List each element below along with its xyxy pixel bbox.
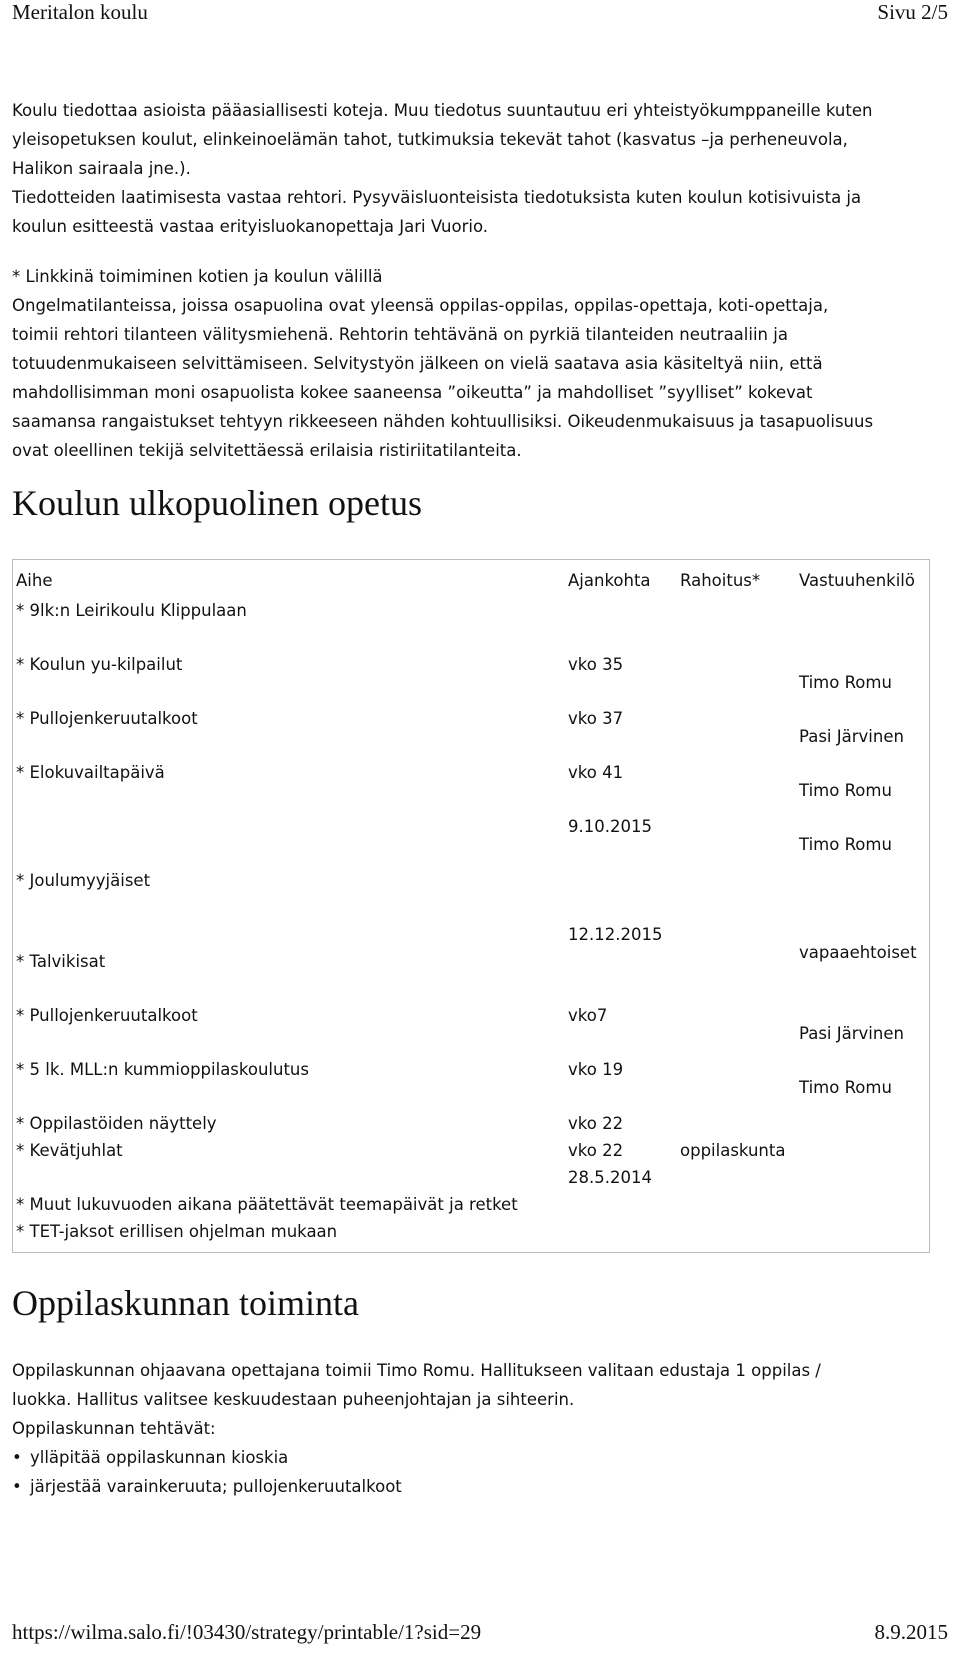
table-cell-ajankohta: vko7 [568, 1006, 608, 1025]
section-heading-outside-teaching: Koulun ulkopuolinen opetus [12, 483, 422, 523]
intro-line: Halikon sairaala jne.). [12, 159, 191, 178]
table-cell-aihe: * Koulun yu-kilpailut [16, 655, 183, 674]
column-header-ajankohta: Ajankohta [568, 571, 651, 590]
table-cell-ajankohta: vko 22 [568, 1114, 624, 1133]
table-cell-vastuu: Timo Romu [799, 781, 892, 800]
council-paragraph [12, 1356, 952, 1443]
intro-line: Tiedotteiden laatimisesta vastaa rehtori. Pysyväisluonteisista tiedotuksista kuten koulun kotisivuista ja [12, 188, 862, 207]
linking-line: totuudenmukaiseen selvittämiseen. Selvitystyön jälkeen on vielä saatava asia käsiteltyä niin, että [12, 354, 823, 373]
intro-line: Koulu tiedottaa asioista pääasiallisesti koteja. Muu tiedotus suuntautuu eri yhteistyökumppaneille kuten [12, 101, 873, 120]
linking-line: mahdollisimman moni osapuolista kokee saaneensa ”oikeutta” ja mahdolliset ”syylliset” kokevat [12, 383, 813, 402]
table-cell-aihe: * TET-jaksot erillisen ohjelman mukaan [16, 1222, 338, 1241]
table-cell-aihe: * Elokuvailtapäivä [16, 763, 165, 782]
linking-line: Ongelmatilanteissa, joissa osapuolina ovat yleensä oppilas-oppilas, oppilas-opettaja, koti-opettaja, [12, 296, 829, 315]
table-cell-aihe: * Pullojenkeruutalkoot [16, 709, 198, 728]
table-cell-ajankohta: vko 41 [568, 763, 624, 782]
linking-line: toimii rehtori tilanteen välitysmiehenä. Rehtorin tehtävänä on pyrkiä tilanteiden neutraaliin ja [12, 325, 788, 344]
activities-table [12, 559, 930, 1253]
table-cell-vastuu: Pasi Järvinen [799, 1024, 904, 1043]
table-cell-ajankohta: vko 35 [568, 655, 624, 674]
linking-line: saamansa rangaistukset tehtyyn rikkeeseen nähden kohtuullisiksi. Oikeudenmukaisuus ja tasapuolisuus [12, 412, 874, 431]
table-cell-aihe: * 9lk:n Leirikoulu Klippulaan [16, 601, 247, 620]
intro-line: yleisopetuksen koulut, elinkeinoelämän tahot, tutkimuksia tekevät tahot (kasvatus –ja perheneuvola, [12, 130, 848, 149]
footer-date: 8.9.2015 [874, 1620, 948, 1644]
footer-url: https://wilma.salo.fi/!03430/strategy/printable/1?sid=29 [12, 1620, 482, 1644]
column-header-vastuuhenkilo: Vastuuhenkilö [799, 571, 915, 590]
section-heading-student-council: Oppilaskunnan toiminta [12, 1283, 359, 1323]
table-cell-ajankohta: vko 22 [568, 1141, 624, 1160]
table-cell-ajankohta: 12.12.2015 [568, 925, 663, 944]
table-cell-ajankohta: vko 19 [568, 1060, 624, 1079]
table-cell-aihe: * Oppilastöiden näyttely [16, 1114, 217, 1133]
table-cell-aihe: * Talvikisat [16, 952, 106, 971]
table-cell-aihe: * Pullojenkeruutalkoot [16, 1006, 198, 1025]
council-line: luokka. Hallitus valitsee keskuudestaan puheenjohtajan ja sihteerin. [12, 1390, 575, 1409]
linking-paragraph [12, 262, 952, 465]
intro-paragraph [12, 96, 952, 241]
document-header-title: Meritalon koulu [12, 0, 148, 24]
list-item: • ylläpitää oppilaskunnan kioskia [12, 1443, 402, 1472]
table-cell-vastuu: Timo Romu [799, 1078, 892, 1097]
table-cell-aihe: * Muut lukuvuoden aikana päätettävät teemapäivät ja retket [16, 1195, 518, 1214]
table-cell-aihe: * Joulumyyjäiset [16, 871, 151, 890]
table-cell-ajankohta: 9.10.2015 [568, 817, 652, 836]
linking-line: * Linkkinä toimiminen kotien ja koulun välillä [12, 267, 383, 286]
table-cell-vastuu: Pasi Järvinen [799, 727, 904, 746]
council-line: Oppilaskunnan ohjaavana opettajana toimii Timo Romu. Hallitukseen valitaan edustaja 1 oppilas / [12, 1361, 821, 1380]
table-cell-vastuu: Timo Romu [799, 835, 892, 854]
council-line: Oppilaskunnan tehtävät: [12, 1419, 216, 1438]
page-number: Sivu 2/5 [877, 0, 948, 24]
table-cell-vastuu: Timo Romu [799, 673, 892, 692]
column-header-rahoitus: Rahoitus* [680, 571, 761, 590]
table-cell-aihe: * Kevätjuhlat [16, 1141, 123, 1160]
council-tasks-list [12, 1443, 402, 1501]
table-cell-vastuu: vapaaehtoiset [799, 943, 917, 962]
column-header-aihe: Aihe [16, 571, 53, 590]
intro-line: koulun esitteestä vastaa erityisluokanopettaja Jari Vuorio. [12, 217, 489, 236]
list-item: • järjestää varainkeruuta; pullojenkeruutalkoot [12, 1472, 402, 1501]
linking-line: ovat oleellinen tekijä selvitettäessä erilaisia ristiriitatilanteita. [12, 441, 522, 460]
table-cell-aihe: * 5 lk. MLL:n kummioppilaskoulutus [16, 1060, 309, 1079]
table-cell-ajankohta: vko 37 [568, 709, 624, 728]
table-cell-ajankohta: 28.5.2014 [568, 1168, 652, 1187]
table-cell-rahoitus: oppilaskunta [680, 1141, 786, 1160]
